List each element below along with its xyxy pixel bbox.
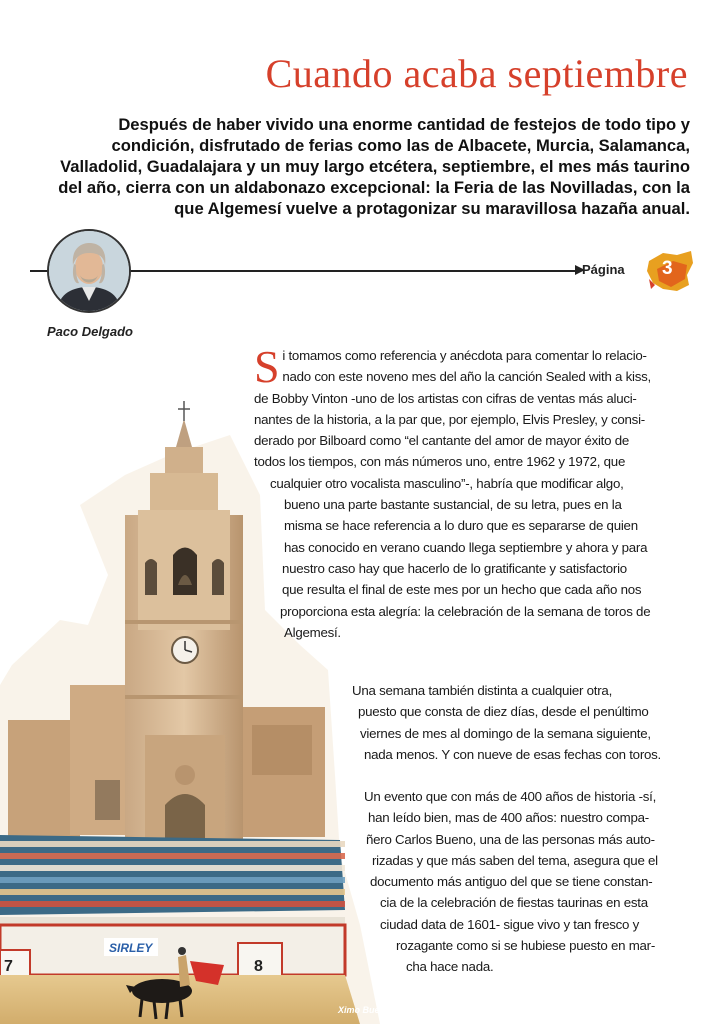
paragraph-line: viernes de mes al domingo de la semana siguiente, bbox=[360, 725, 651, 741]
page-number: 3 bbox=[662, 258, 673, 279]
article-lead: Después de haber vivido una enorme cantidad de festejos de todo tipo y condición, disfrutado de ferias como las de Albacete, Murcia, Salamanca, Valladolid, Guadalajara y un muy largo etcétera, septiembre, el mes más taurino del año, cierra con un aldabonazo excepcional: la Feria de las Novilladas, con la que Algemesí vuelve a protagonizar su maravillosa hazaña anual. bbox=[58, 115, 690, 218]
paragraph-line: que resulta el final de este mes por un hecho que cada año nos bbox=[282, 582, 642, 598]
paragraph-line: cia de la celebración de fiestas taurinas en esta bbox=[380, 895, 648, 911]
article-paragraph-1 bbox=[254, 341, 694, 643]
paragraph-line: bueno una parte bastante sustancial, de su letra, pues en la bbox=[284, 497, 622, 513]
paragraph-line: rizadas y que más saben del tema, asegura que el bbox=[372, 852, 658, 868]
paragraph-line: nada menos. Y con nueve de esas fechas con toros. bbox=[364, 746, 661, 762]
paragraph-line: Un evento que con más de 400 años de historia -sí, bbox=[364, 789, 657, 804]
page-label: Página bbox=[582, 262, 625, 277]
paragraph-line: misma se hace referencia a lo duro que es separarse de quien bbox=[284, 518, 638, 534]
paragraph-line: Una semana también distinta a cualquier otra, bbox=[352, 683, 613, 698]
drop-cap: S bbox=[254, 341, 280, 392]
paragraph-line: i tomamos como referencia y anécdota para comentar lo relacio- bbox=[282, 348, 647, 363]
ad-board-text: SIRLEY bbox=[109, 941, 153, 955]
article-paragraph-2 bbox=[352, 680, 692, 765]
author-name: Paco Delgado bbox=[47, 324, 133, 339]
article-paragraph-3 bbox=[358, 786, 692, 978]
article-title: Cuando acaba septiembre bbox=[265, 51, 688, 96]
paragraph-line: ciudad data de 1601- sigue vivo y tan fresco y bbox=[380, 916, 640, 932]
paragraph-line: cualquier otro vocalista masculino”-, habría que modificar algo, bbox=[270, 475, 624, 491]
photo-credit: Ximo Bueno bbox=[338, 1005, 391, 1015]
paragraph-line: proporciona esta alegría: la celebración de la semana de toros de bbox=[280, 603, 651, 619]
paragraph-line: todos los tiempos, con más números uno, entre 1962 y 1972, que bbox=[254, 454, 626, 470]
paragraph-line: han leído bien, mas de 400 años: nuestro compa- bbox=[368, 810, 649, 826]
paragraph-line: has conocido en verano cuando llega septiembre y ahora y para bbox=[284, 539, 648, 555]
gate-right-number: 8 bbox=[254, 958, 263, 975]
paragraph-line: nado con este noveno mes del año la canción Sealed with a kiss, bbox=[282, 369, 651, 385]
paragraph-line: cha hace nada. bbox=[406, 959, 494, 975]
paragraph-line: puesto que consta de diez días, desde el penúltimo bbox=[358, 704, 649, 720]
paragraph-line: nuestro caso hay que hacerlo de lo gratificante y satisfactorio bbox=[282, 560, 627, 576]
paragraph-line: de Bobby Vinton -uno de los artistas con cifras de ventas más aluci- bbox=[254, 390, 637, 406]
paragraph-line: derado por Bilboard como “el cantante del amor de mayor éxito de bbox=[254, 433, 629, 449]
paragraph-line: nantes de la historia, a la par que, por ejemplo, Elvis Presley, y consi- bbox=[254, 411, 645, 427]
author-avatar bbox=[47, 229, 131, 313]
paragraph-line: ñero Carlos Bueno, una de las personas más auto- bbox=[366, 831, 655, 847]
paragraph-line: documento más antiguo del que se tiene constan- bbox=[370, 874, 653, 890]
paragraph-line: Algemesí. bbox=[284, 624, 341, 640]
paragraph-line: rozagante como si se hubiese puesto en mar- bbox=[396, 938, 656, 954]
gate-left-number: 7 bbox=[4, 958, 13, 975]
